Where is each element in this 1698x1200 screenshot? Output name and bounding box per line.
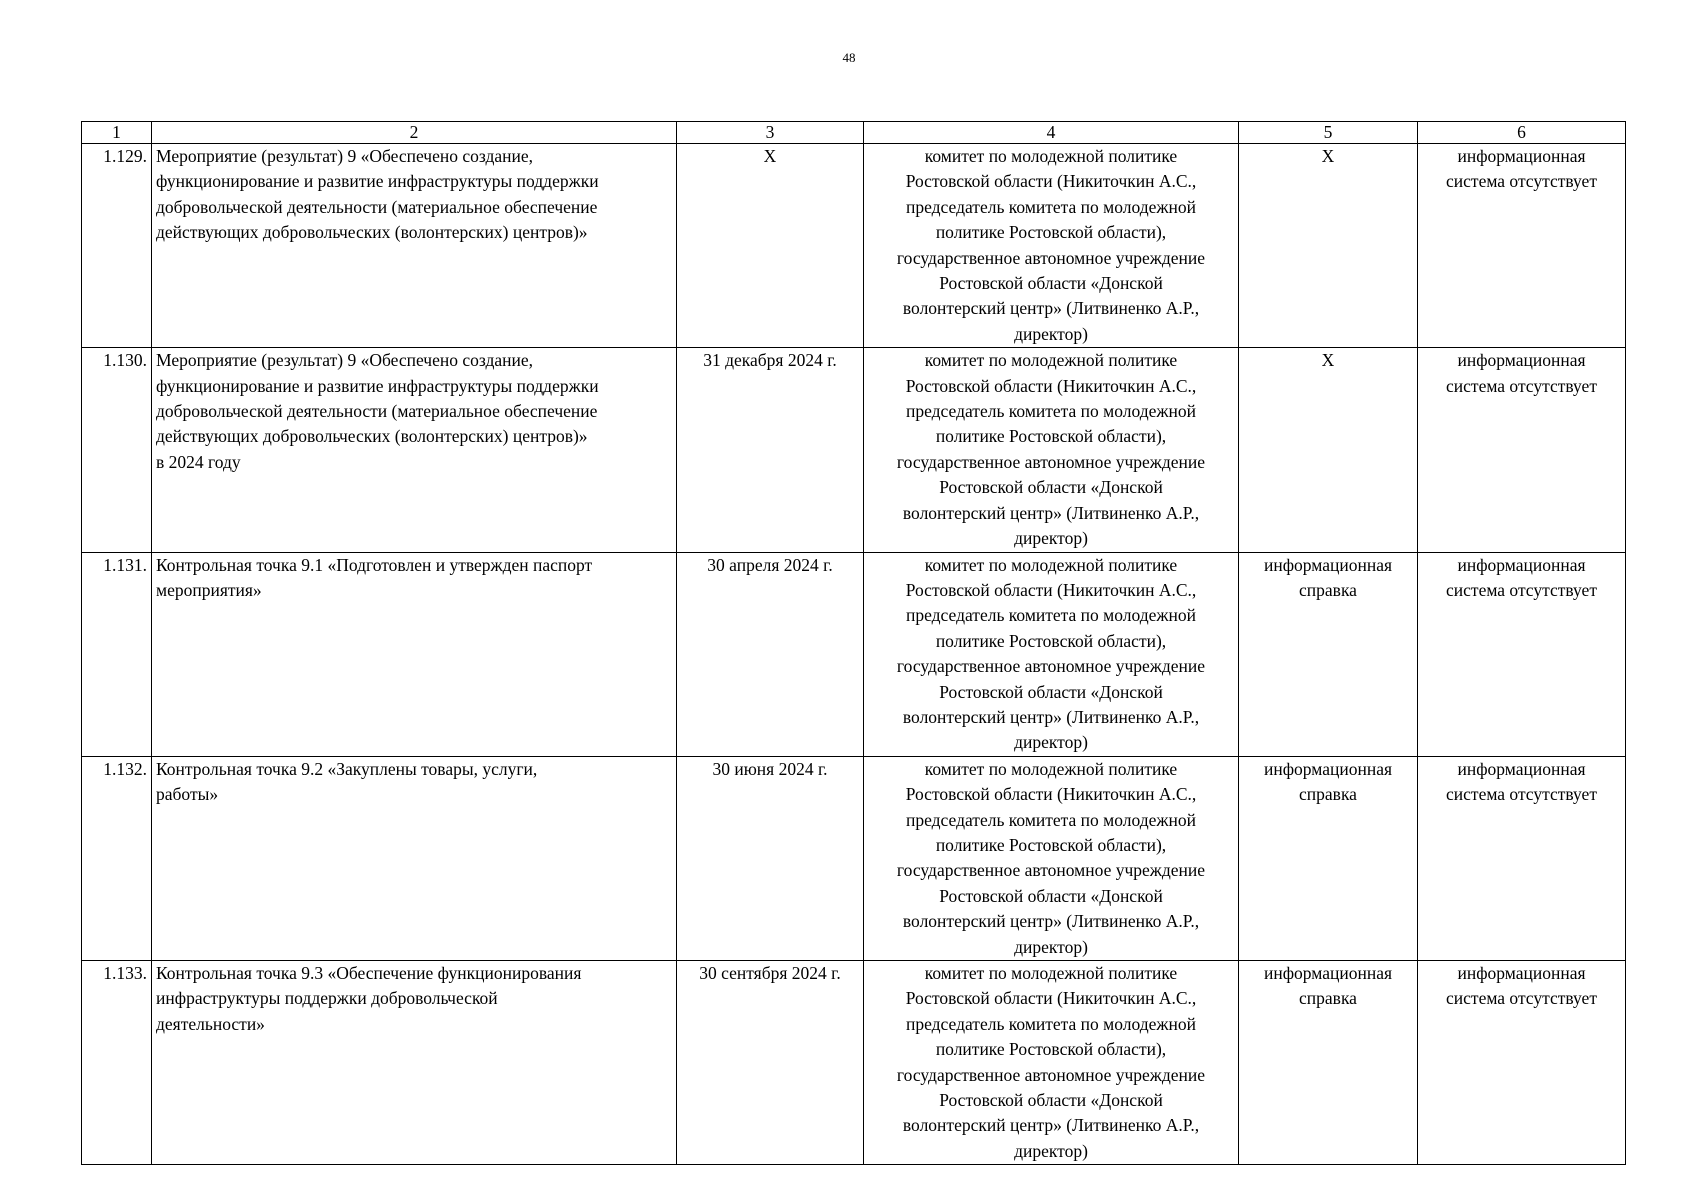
row-number: 1.130. (82, 348, 152, 552)
information-system: информационная система отсутствует (1418, 348, 1626, 552)
item-name: Контрольная точка 9.2 «Закуплены товары, услуги, работы» (152, 756, 677, 960)
table-row (82, 144, 1626, 348)
information-system: информационная система отсутствует (1418, 756, 1626, 960)
deadline: X (677, 144, 864, 348)
row-number: 1.129. (82, 144, 152, 348)
deadline: 30 июня 2024 г. (677, 756, 864, 960)
confirming-document: X (1239, 144, 1418, 348)
responsible-executor: комитет по молодежной политике Ростовской области (Никиточкин А.С., председатель комитета по молодежной политике Ростовской области), государственное автономное учреждение Ростовской области «Донской волонтерский центр» (Литвиненко А.Р., директор) (864, 144, 1239, 348)
confirming-document: X (1239, 348, 1418, 552)
column-header: 5 (1239, 122, 1418, 144)
responsible-executor: комитет по молодежной политике Ростовской области (Никиточкин А.С., председатель комитета по молодежной политике Ростовской области), государственное автономное учреждение Ростовской области «Донской волонтерский центр» (Литвиненко А.Р., директор) (864, 348, 1239, 552)
row-number: 1.132. (82, 756, 152, 960)
confirming-document: информационная справка (1239, 961, 1418, 1165)
column-header: 2 (152, 122, 677, 144)
page-number: 48 (842, 50, 856, 65)
row-number: 1.131. (82, 552, 152, 756)
information-system: информационная система отсутствует (1418, 144, 1626, 348)
responsible-executor: комитет по молодежной политике Ростовской области (Никиточкин А.С., председатель комитета по молодежной политике Ростовской области), государственное автономное учреждение Ростовской области «Донской волонтерский центр» (Литвиненко А.Р., директор) (864, 756, 1239, 960)
column-header: 3 (677, 122, 864, 144)
information-system: информационная система отсутствует (1418, 552, 1626, 756)
table-row (82, 552, 1626, 756)
deadline: 30 сентября 2024 г. (677, 961, 864, 1165)
item-name: Мероприятие (результат) 9 «Обеспечено создание, функционирование и развитие инфраструктуры поддержки добровольческой деятельности (материальное обеспечение действующих добровольческих (волонтерских) центров)» в 2024 году (152, 348, 677, 552)
responsible-executor: комитет по молодежной политике Ростовской области (Никиточкин А.С., председатель комитета по молодежной политике Ростовской области), государственное автономное учреждение Ростовской области «Донской волонтерский центр» (Литвиненко А.Р., директор) (864, 961, 1239, 1165)
item-name: Контрольная точка 9.3 «Обеспечение функционирования инфраструктуры поддержки добровольческой деятельности» (152, 961, 677, 1165)
table-header-row (82, 122, 1626, 144)
item-name: Контрольная точка 9.1 «Подготовлен и утвержден паспорт мероприятия» (152, 552, 677, 756)
confirming-document: информационная справка (1239, 756, 1418, 960)
deadline: 31 декабря 2024 г. (677, 348, 864, 552)
column-header: 4 (864, 122, 1239, 144)
information-system: информационная система отсутствует (1418, 961, 1626, 1165)
item-name: Мероприятие (результат) 9 «Обеспечено создание, функционирование и развитие инфраструктуры поддержки добровольческой деятельности (материальное обеспечение действующих добровольческих (волонтерских) центров)» (152, 144, 677, 348)
implementation-plan-table (81, 121, 1626, 1165)
table-row (82, 756, 1626, 960)
column-header: 6 (1418, 122, 1626, 144)
deadline: 30 апреля 2024 г. (677, 552, 864, 756)
column-header: 1 (82, 122, 152, 144)
responsible-executor: комитет по молодежной политике Ростовской области (Никиточкин А.С., председатель комитета по молодежной политике Ростовской области), государственное автономное учреждение Ростовской области «Донской волонтерский центр» (Литвиненко А.Р., директор) (864, 552, 1239, 756)
table-row (82, 961, 1626, 1165)
table-row (82, 348, 1626, 552)
row-number: 1.133. (82, 961, 152, 1165)
confirming-document: информационная справка (1239, 552, 1418, 756)
